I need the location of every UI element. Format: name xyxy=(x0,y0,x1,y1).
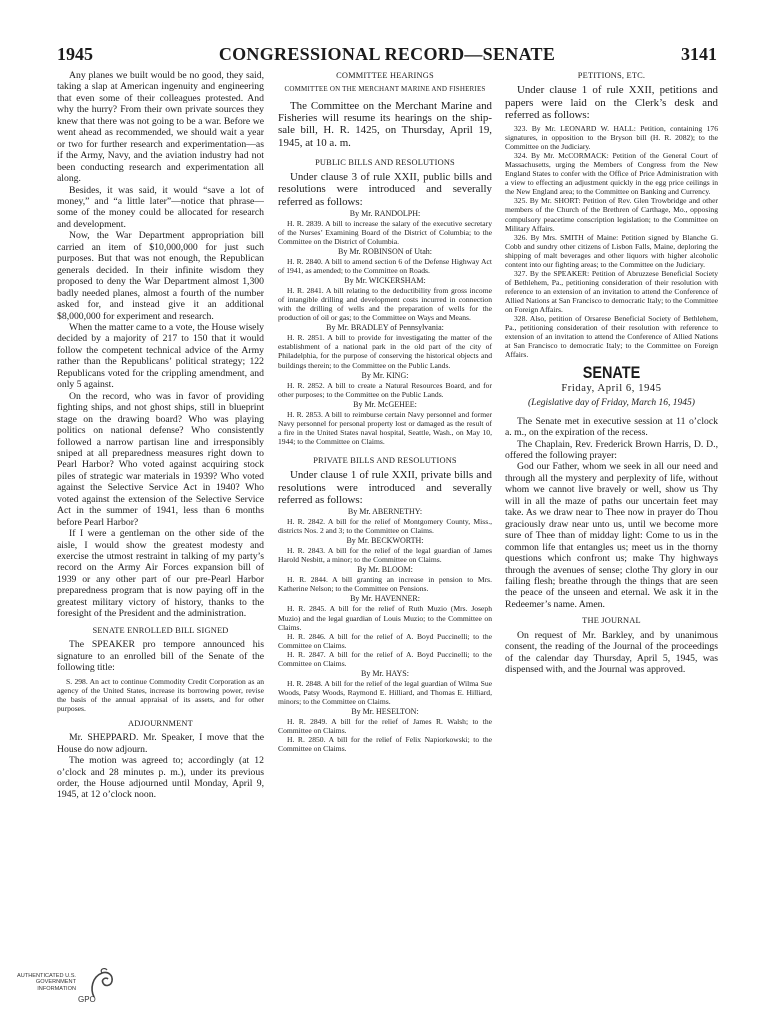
hearings-text: The Committee on the Merchant Marine and Fisheries will resume its hearings on the ship-sale bill, H. R. 1425, on Thursday, April 19, 1945, at 10 a. m. xyxy=(278,99,492,149)
column-right xyxy=(505,70,718,676)
sponsor-line: By Mr. BLOOM: xyxy=(357,565,413,575)
body-paragraph: Besides, it was said, it would “save a lot of money,” and “a little later”—notice that phrase—some of the money could be allocated for research and development. xyxy=(57,184,264,230)
bill-entry: H. R. 2852. A bill to create a Natural Resources Board, and for other purposes; to the Committee on the Public Lands. xyxy=(278,380,492,399)
adjournment-paragraph: The motion was agreed to; accordingly (at 12 o’clock and 28 minutes p. m.), under its previous order, the House adjourned until Monday, April 9, 1945, at 12 o’clock noon. xyxy=(57,755,264,801)
hearings-subheading: COMMITTEE ON THE MERCHANT MARINE AND FISHERIES xyxy=(284,85,486,94)
prayer-paragraph: God our Father, whom we seek in all our need and through all the mystery and perplexity of life, without whom we cannot live bravely or well, show us Thy will in all the maze of paths our uncertain feet may take. As we draw near to Thee now in prayer do Thou graciously draw near unto us, until we become more sure of Thee than of midday light: Come to us in the common life that entangles us; meet us in the thorny questions which confront us; make Thy highways through the avenues of sense; clothe Thy glory in our failing flesh; breathe through the things that are seen the peace of the unseen and eternal. We ask it in the Redeemer’s name. Amen. xyxy=(505,461,718,610)
body-paragraph: Now, the War Department appropriation bill carried an item of $10,000,000 for just such purposes. But that was not enough, the Republican generals decided. In their infinite wisdom they proposed to deny the War Department almost 1,300 badly needed planes, almost a fourth of the number asked for, and instead give it an additional $8,000,000 for experiment and research. xyxy=(57,230,264,322)
body-paragraph: On the record, who was in favor of providing fighting ships, and not ghost ships, still in blueprint stage on the drawing board? Who was playing politics on national defense? Who consistently followed a narrow partisan line and irresponsibly sniped at all preparedness measures right down to Pearl Harbor? Who voted against acquiring stock piles of strategic war materials in 1939? Who voted against the Selective Service Act in 1940? Who voted against the extension of the Selective Service Act in the summer of 1941, less than 6 months before Pearl Harbor? xyxy=(57,390,264,528)
bill-entry: H. R. 2848. A bill for the relief of the legal guardian of Wilma Sue Woods, Patsy Woods, Raymond E. Hilliard, and Thomas E. Hilliard, minors; to the Committee on Claims. xyxy=(278,678,492,706)
enrolled-bill-title: S. 298. An act to continue Commodity Credit Corporation as an agency of the United States, increase its borrowing power, revise the basis of the annual appraisal of its assets, and for other purposes. xyxy=(57,676,264,713)
body-paragraph: When the matter came to a vote, the House wisely decided by a majority of 217 to 150 that it would follow the competent technical advice of the Army rather than the Republicans’ political strategy; 122 Republicans voted for the crippling amendment, and only 5 against. xyxy=(57,321,264,391)
legislative-day: (Legislative day of Friday, March 16, 1945) xyxy=(528,398,695,409)
senate-heading: SENATE xyxy=(582,363,641,383)
bill-entry: H. R. 2843. A bill for the relief of the legal guardian of James Harold Nesbitt, a minor; to the Committee on Claims. xyxy=(278,546,492,565)
bill-entry: H. R. 2851. A bill to provide for investigating the matter of the establishment of a national park in the old part of the city of Philadelphia, for the purpose of conserving the historical objects and buildings therein; to the Committee on the Public Lands. xyxy=(278,333,492,370)
senate-paragraph: The Chaplain, Rev. Frederick Brown Harris, D. D., offered the following prayer: xyxy=(505,438,718,461)
sponsor-line: By Mr. BECKWORTH: xyxy=(346,536,424,546)
petition-entry: 324. By Mr. McCORMACK: Petition of the General Court of Massachusetts, urging the Members of Congress from the New England States to confer with the Office of Price Administration with a view to effecting an adjustment quickly in the egg price ceilings in the New England area; to the Committee on Banking and Currency. xyxy=(505,151,718,197)
column-left xyxy=(57,70,264,801)
sponsor-line: By Mr. ROBINSON of Utah: xyxy=(337,246,432,256)
header-page-number: 3141 xyxy=(681,44,717,64)
sponsor-line: By Mr. BRADLEY of Pennsylvania: xyxy=(326,323,444,333)
sponsor-line: By Mr. HAVENNER: xyxy=(350,594,420,604)
adjournment-heading: ADJOURNMENT xyxy=(127,718,193,728)
journal-paragraph: On request of Mr. Barkley, and by unanimous consent, the reading of the Journal of the proceedings of the calendar day Thursday, April 5, 1945, was dispensed with, and the Journal was approved. xyxy=(505,629,718,676)
bill-entry: H. R. 2846. A bill for the relief of A. Boyd Puccinelli; to the Committee on Claims. xyxy=(278,631,492,650)
body-paragraph: If I were a gentleman on the other side of the aisle, I would show the greatest modesty and exercise the utmost restraint in talking of my party’s record on the Army Air Forces expansion bill of 1939 or any other part of our pre-Pearl Harbor preparedness program that is now paying off in the greatest military victory of history, thanks to the foresight of the President and the administration. xyxy=(57,528,264,620)
public-bills-list xyxy=(278,209,492,446)
sponsor-line: By Mr. HESELTON: xyxy=(351,707,419,716)
public-bills-intro: Under clause 3 of rule XXII, public bills and resolutions were introduced and severally referred as follows: xyxy=(278,171,492,208)
hearings-heading: COMMITTEE HEARINGS xyxy=(336,71,434,80)
petition-entry: 328. Also, petition of Orsarese Beneficial Society of Bethlehem, Pa., petitioning consideration of their resolution with reference to extension of an invitation to attend the Conference of Allied Nations at San Francisco to democratic Italy; to the Committee on Foreign Affairs. xyxy=(505,314,718,360)
adjournment-paragraph: Mr. SHEPPARD. Mr. Speaker, I move that the House do now adjourn. xyxy=(57,732,264,755)
bill-entry: H. R. 2849. A bill for the relief of James R. Walsh; to the Committee on Claims. xyxy=(278,717,492,736)
body-paragraph: Any planes we built would be no good, they said, taking a slap at American ingenuity and engineering that even some of their colleagues protested. And why the hurry? From their own private sources they knew that there was not going to be a war. Before we went ahead as recommended, we should wait a year or two for further research and experimentation—as if the Army, Navy, and the aviation industry had not been conducting research and experimentation all along. xyxy=(57,70,264,185)
enrolled-bill-heading: SENATE ENROLLED BILL SIGNED xyxy=(92,625,229,635)
sponsor-line: By Mr. McGEHEE: xyxy=(353,399,417,409)
petition-entry: 323. By Mr. LEONARD W. HALL: Petition, containing 176 signatures, in opposition to the Bryson bill (H. R. 2082); to the Committee on the Judiciary. xyxy=(505,124,718,152)
private-bills-intro: Under clause 1 of rule XXII, private bills and resolutions were introduced and severally referred as follows: xyxy=(278,469,492,506)
gpo-authentication-logo xyxy=(16,967,136,1015)
enrolled-bill-entry xyxy=(57,677,264,713)
page-header xyxy=(57,44,717,68)
sponsor-line: By Mr. ABERNETHY: xyxy=(347,507,423,517)
petition-entry: 325. By Mr. SHORT: Petition of Rev. Glen Trowbridge and other members of the Church of the Brethren of Carthage, Mo., opposing compulsory peacetime conscription legislation; to the Committee on Military Affairs. xyxy=(505,196,718,233)
sponsor-line: By Mr. HAYS: xyxy=(361,668,409,678)
petition-entry: 327. By the SPEAKER: Petition of Abruzzese Beneficial Society of Bethlehem, Pa., petitioning consideration of their resolution with reference to an extension of an invitation to attend the Conference of Allied Nations at San Francisco to democratic Italy; to the Committee on Foreign Affairs. xyxy=(505,268,718,314)
petitions-list xyxy=(505,124,718,359)
public-bills-heading: PUBLIC BILLS AND RESOLUTIONS xyxy=(315,157,455,167)
gpo-label: GPO xyxy=(78,995,96,1004)
senate-paragraph: The Senate met in executive session at 11 o’clock a. m., on the expiration of the recess. xyxy=(505,415,718,439)
header-title: CONGRESSIONAL RECORD—SENATE xyxy=(218,44,556,64)
bill-entry: H. R. 2839. A bill to increase the salary of the executive secretary of the Nurses’ Examining Board of the District of Columbia; to the Committee on the District of Columbia. xyxy=(278,218,492,246)
bill-entry: H. R. 2840. A bill to amend section 6 of the Defense Highway Act of 1941, as amended; to the Committee on Roads. xyxy=(278,257,492,276)
journal-heading: THE JOURNAL xyxy=(582,616,641,626)
bill-entry: H. R. 2841. A bill relating to the deductibility from gross income of intangible drilling and development costs incurred in connection with the drilling of wells and the preparation of wells for the production of oil or gas; to the Committee on Ways and Means. xyxy=(278,286,492,323)
petitions-intro: Under clause 1 of rule XXII, petitions and papers were laid on the Clerk’s desk and referred as follows: xyxy=(505,84,718,121)
private-bills-list xyxy=(278,507,492,753)
header-year: 1945 xyxy=(57,44,93,64)
enrolled-bill-text: The SPEAKER pro tempore announced his signature to an enrolled bill of the Senate of the following title: xyxy=(57,639,264,674)
bill-entry: H. R. 2844. A bill granting an increase in pension to Mrs. Katherine Nelson; to the Committee on Pensions. xyxy=(278,575,492,594)
sponsor-line: By Mr. RANDOLPH: xyxy=(349,208,421,218)
sponsor-line: By Mr. WICKERSHAM: xyxy=(344,276,426,286)
bill-entry: H. R. 2842. A bill for the relief of Montgomery County, Miss., districts Nos. 2 and 3; to the Committee on Claims. xyxy=(278,517,492,536)
petition-entry: 326. By Mrs. SMITH of Maine: Petition signed by Blanche G. Cobb and sundry other citizens of Lisbon Falls, Maine, deploring the shipping of malt beverages and other liquors with higher alcoholic content into our fighting areas; to the Committee on the Judiciary. xyxy=(505,232,718,269)
bill-entry: H. R. 2845. A bill for the relief of Ruth Muzio (Mrs. Joseph Muzio) and the legal guardian of Louis Muzio; to the Committee on Claims. xyxy=(278,604,492,632)
sponsor-line: By Mr. KING: xyxy=(361,370,409,380)
bill-entry: H. R. 2853. A bill to reimburse certain Navy personnel and former Navy personnel for personal property lost or damaged as the result of a fire in the United States naval hospital, Seattle, Wash., on May 10, 1944; to the Committee on Claims. xyxy=(278,409,492,446)
session-date: Friday, April 6, 1945 xyxy=(561,382,662,394)
authentication-text: AUTHENTICATED U.S. GOVERNMENT INFORMATION xyxy=(17,973,76,992)
private-bills-heading: PRIVATE BILLS AND RESOLUTIONS xyxy=(313,455,457,465)
bill-entry: H. R. 2850. A bill for the relief of Felix Napiorkowski; to the Committee on Claims. xyxy=(278,735,492,754)
column-middle xyxy=(278,70,492,753)
petitions-heading: PETITIONS, ETC. xyxy=(577,71,646,80)
bill-entry: H. R. 2847. A bill for the relief of A. Boyd Puccinelli; to the Committee on Claims. xyxy=(278,649,492,668)
